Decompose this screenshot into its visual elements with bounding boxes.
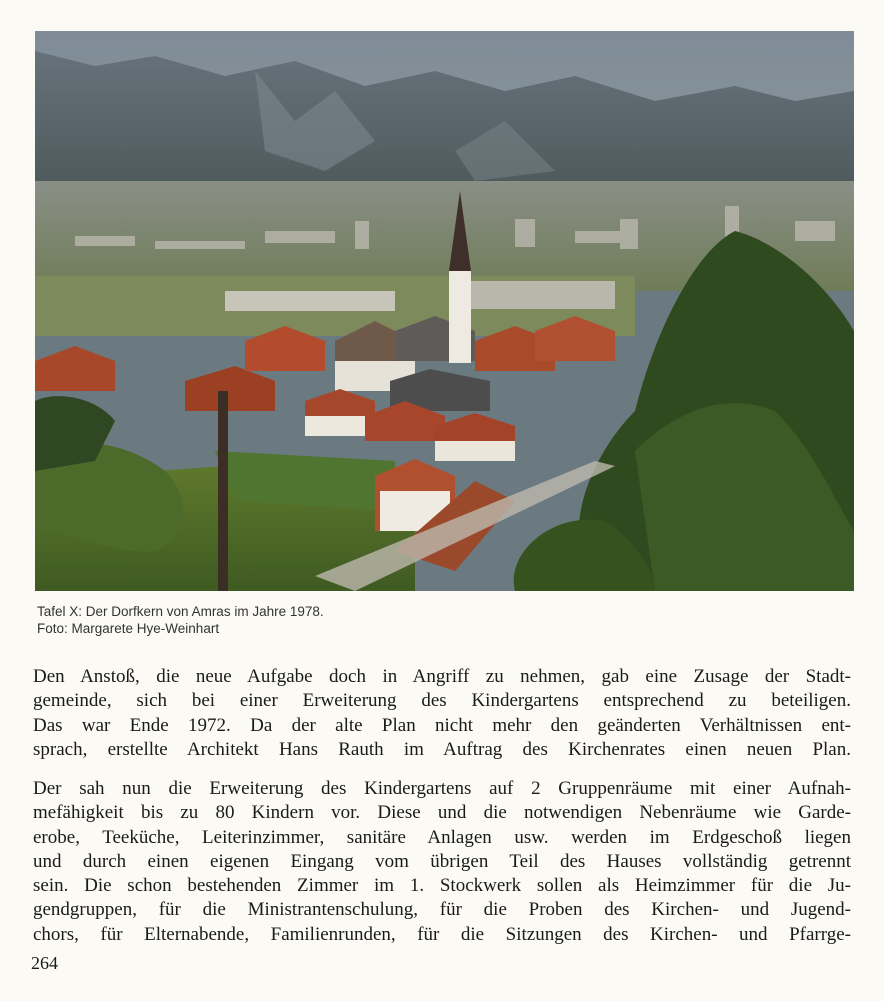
paragraph-1-line: sprach, erstellte Architekt Hans Rauth im Auftrag des Kirchenrates einen neuen Plan. [33,738,851,760]
page-number: 264 [31,953,58,973]
paragraph-1-line: Den Anstoß, die neue Aufgabe doch in Angriff zu nehmen, gab eine Zusage der Stadt- [33,666,851,687]
amras-village-photo-image [35,31,854,591]
paragraph-1-line: gemeinde, sich bei einer Erweiterung des Kindergartens entsprechend zu beteiligen. [33,690,851,712]
paragraph-2-line: mefähigkeit bis zu 80 Kindern vor. Diese und die notwendigen Nebenräume wie Garde- [33,802,851,824]
paragraph-2-line: Der sah nun die Erweiterung des Kindergartens auf 2 Gruppenräume mit einer Aufnah- [33,778,851,799]
paragraph-2-line: chors, für Elternabende, Familienrunden, für die Sitzungen des Kirchen- und Pfarrge- [33,923,851,945]
paragraph-1-line: Das war Ende 1972. Da der alte Plan nicht mehr den geänderten Verhältnissen ent- [33,714,851,736]
paragraph-2-line: gendgruppen, für die Ministrantenschulung, für die Proben des Kirchen- und Jugend- [33,899,851,921]
caption-title: Tafel X: Der Dorfkern von Amras im Jahre 1978. [37,604,324,619]
paragraph-2-line: und durch einen eigenen Eingang vom übrigen Teil des Hauses vollständig getrennt [33,850,851,872]
paragraph-2 [33,777,851,947]
photo-caption [37,603,817,637]
paragraph-2-line: erobe, Teeküche, Leiterinzimmer, sanitäre Anlagen usw. werden im Erdgeschoß liegen [33,826,851,848]
paragraph-2-line: sein. Die schon bestehenden Zimmer im 1. Stockwerk sollen als Heimzimmer für die Ju- [33,875,851,897]
paragraph-1 [33,665,851,762]
village-photo [35,31,854,591]
caption-photo-credit: Foto: Margarete Hye-Weinhart [37,621,220,636]
